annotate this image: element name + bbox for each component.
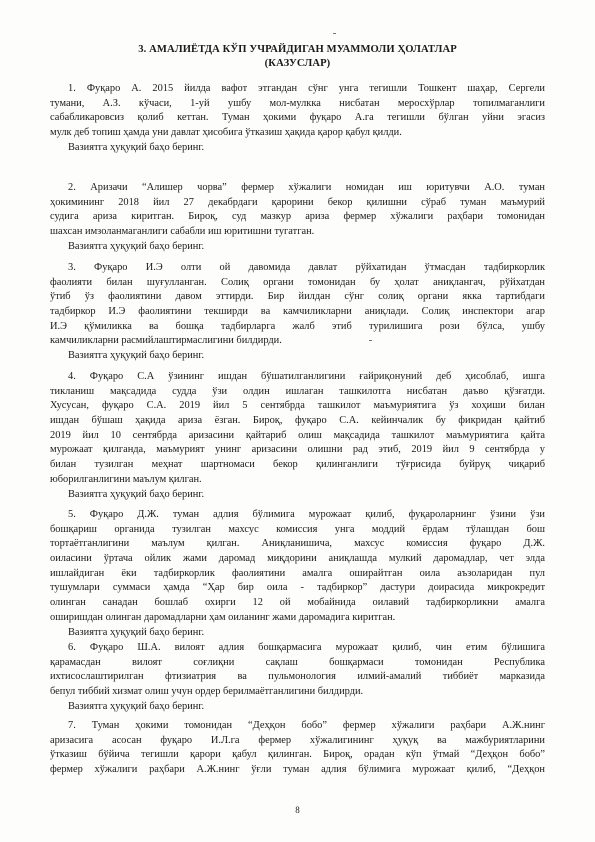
case-line: билан тузилган меҳнат шартномаси бекор қилинганлиги тўғрисида буйруқ чиқариб: [50, 459, 545, 471]
case-prompt: Вазиятга ҳуқуқий баҳо беринг.: [68, 240, 205, 252]
case-line: тикланиш мақсадида судда ўзи олдин ишлаган ташкилотга нисбатан даъво қўзғатди.: [50, 385, 545, 397]
case-line: аризасига асосан фуқаро И.Л.га фермер хўжалигининг ҳуқуқ ва мажбуриятларини: [50, 734, 545, 746]
case-prompt: Вазиятга ҳуқуқий баҳо беринг.: [68, 141, 205, 153]
case-line: 2019 йил 10 сентябрда аризасини қайтариб олиш мақсадида ташкилот маъмуриятига қайта: [50, 429, 545, 441]
case-line: оиласини ўртача ойлик жами даромад миқдорини аниқлашда мулкий даромадлар, чет элда: [50, 553, 545, 565]
case-line: ишдан бўшаш ҳақида ариза ёзган. Бироқ, фуқаро С.А. кейинчалик бу фикридан қайтиб: [50, 415, 545, 427]
case-line: бошқариш органида тузилган махсус комиссия унга моддий ёрдам тўлашдан бош: [50, 523, 545, 535]
case-line: камчиликларни расмийлаштирмаслигини билдирди.: [50, 335, 282, 347]
case-line: 3. Фуқаро И.Э олти ой давомида давлат рўйхатидан ўтмасдан тадбиркорлик: [68, 262, 545, 273]
case-line: тушумлари суммаси ҳамда “Ҳар бир оила - тадбиркор” дастури доирасида микрокредит: [50, 582, 545, 594]
case-7: [50, 719, 545, 778]
case-prompt: Вазиятга ҳуқуқий баҳо беринг.: [68, 700, 205, 712]
case-line: ўтиб ўз фаолиятини давом эттирди. Бир йилдан сўнг солиқ органи якка тартибдаги: [50, 291, 545, 303]
case-line: Хусусан, фуқаро С.А. 2019 йил 5 сентябрда ташкилот маъмуриятига ўз хоҳиши билан: [50, 400, 545, 412]
case-line: ихтисослаштирилган фтизиатрия ва пульмонология илмий-амалий тиббиёт марказида: [50, 671, 545, 683]
case-2: [50, 181, 545, 254]
case-line: 6. Фуқаро Ш.А. вилоят адлия бошқармасига мурожаат қилиб, чин етим бўлишига: [68, 642, 545, 653]
page-number: 8: [295, 805, 300, 815]
case-line: юборилганлигини маълум қилган.: [50, 473, 202, 485]
case-line: сабабликаровсиз қолиб кеттан. Туман ҳокими фуқаро А.га тегишли бўлган уйни эгасиз: [50, 112, 545, 124]
case-line: мурожаат қилганда, маъмурият унинг аризасини олишни рад этиб, 2019 йил 9 сентябрда у: [50, 444, 545, 456]
case-line: судига ариза киритган. Бироқ, суд мазкур ариза фермер хўжалиги раҳбари томонидан: [50, 211, 545, 223]
case-line: 1. Фуқаро А. 2015 йилда вафот этгандан сўнг унга тегишли Тошкент шаҳар, Сергели: [68, 83, 545, 94]
case-4: [50, 370, 545, 502]
case-line: 7. Туман ҳокими томонидан “Деҳқон бобо” фермер хўжалиги раҳбари А.Ж.нинг: [68, 720, 545, 731]
case-5: [50, 508, 545, 640]
case-3: [50, 261, 545, 364]
case-line: тумани, А.З. кўчаси, 1-уй ушбу мол-мулкка нисбатан меросхўрлар топилмаганлиги: [50, 97, 545, 109]
case-line: 4. Фуқаро С.А ўзининг ишдан бўшатилганлигини ғайриқонуний деб ҳисоблаб, ишга: [68, 371, 545, 382]
case-1: [50, 82, 545, 155]
case-line: тадбиркор И.Э фаолиятини текширди ва камчиликларни аниқлади. Солиқ инспектори агар: [50, 306, 545, 318]
case-line: ҳокимининг 2018 йил 27 декабрдаги қарорини бекор қилишни сўраб туман маъмурий: [50, 196, 545, 208]
scan-speck: [369, 340, 372, 341]
section-subheading: (КАЗУСЛАР): [264, 58, 331, 69]
case-6: [50, 641, 545, 714]
case-line: ўтказиш бўйича тегишли қарори қабул қилинган. Бироқ, орадан кўп ўтмай “Деҳқон бобо”: [50, 749, 545, 761]
case-line: тортаётганлигини маълум қилган. Аниқланишича, махсус комиссия фуқаро Д.Ж.: [50, 538, 545, 550]
case-line: шахсан имзоланмаганлиги сабабли иш юритишни тугатган.: [50, 226, 315, 238]
case-prompt: Вазиятга ҳуқуқий баҳо беринг.: [68, 350, 205, 362]
case-line: мулк деб топиш ҳамда уни давлат ҳисобига ўтказиш ҳақида қарор қабул қилди.: [50, 127, 402, 139]
case-line: оширишдан олинган даромадларни ҳам оиланинг жами даромадига киритган.: [50, 611, 396, 623]
case-line: олинган санадан бошлаб охирги 12 ой мобайнида оилавий тадбиркорликни амалга: [50, 597, 545, 609]
case-line: ишлайдиган ёки тадбиркорлик фаолиятини амалга оширайтган оила аъзоларидан пул: [50, 567, 545, 579]
case-line: 5. Фуқаро Д.Ж. туман адлия бўлимига мурожаат қилиб, фуқароларнинг ўзини ўзи: [68, 509, 545, 520]
case-prompt: Вазиятга ҳуқуқий баҳо беринг.: [68, 488, 205, 500]
case-line: И.Э қўмиликка ва бошқа тадбирларга жалб этиб турилишига рози бўлса, ушбу: [50, 320, 545, 332]
scan-speck: [333, 33, 336, 34]
case-line: бепул тиббий хизмат олиш учун ордер берилмаётганлигини билдирди.: [50, 686, 364, 698]
case-line: қарамасдан вилоят соғлиқни сақлаш бошқармаси томонидан Республика: [50, 656, 545, 668]
section-heading: 3. АМАЛИЁТДА КЎП УЧРАЙДИГАН МУАММОЛИ ҲОЛАТЛАР: [138, 44, 457, 55]
case-line: 2. Аризачи “Алишер чорва” фермер хўжалиги номидан иш юритувчи А.О. туман: [68, 182, 545, 193]
case-line: фермер хўжалиги раҳбари А.Ж.нинг ўғли туман адлия бўлимига мурожаат қилиб, “Деҳқон: [50, 764, 545, 776]
case-line: фаолияти билан шуғулланган. Солиқ органи томонидан бу ҳолат аниқлангач, рўйхатдан: [50, 276, 545, 288]
case-prompt: Вазиятга ҳуқуқий баҳо беринг.: [68, 626, 205, 638]
